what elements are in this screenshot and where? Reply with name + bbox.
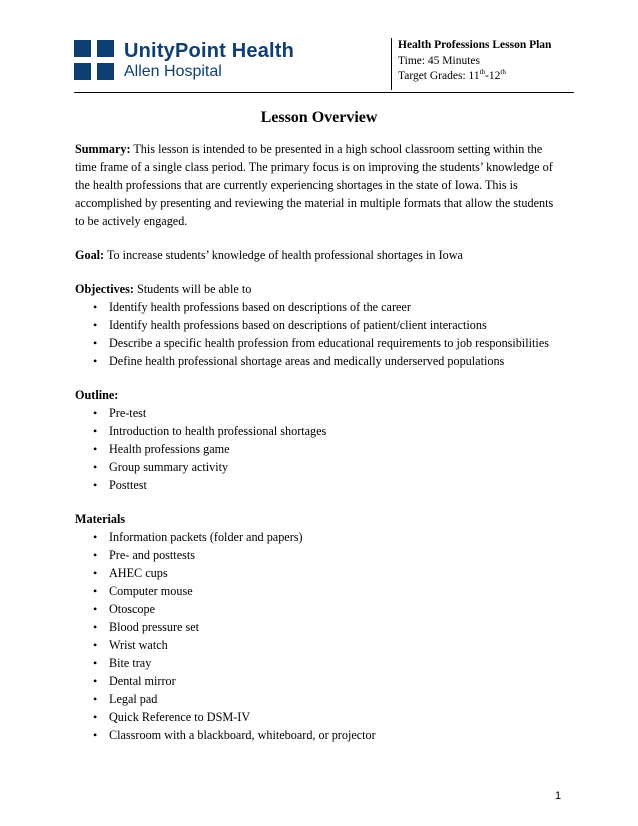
goal-label: Goal: [75, 248, 105, 262]
unitypoint-cross-icon [74, 40, 114, 80]
unitypoint-logo [74, 40, 314, 84]
list-item: • Bite tray [109, 654, 563, 672]
list-item: • Wrist watch [109, 636, 563, 654]
lesson-header [391, 38, 580, 90]
grades-mid: -12 [485, 70, 501, 82]
list-item: • Identify health professions based on descriptions of the career [109, 298, 563, 316]
header-time: Time: 45 Minutes [398, 54, 481, 67]
summary-text: This lesson is intended to be presented in a high school classroom setting within the time frame of a single class period. The primary focus is on improving the students’ knowledge of the health professions that are currently experiencing shortages in the state of Iowa. This is accomplished by presenting and reviewing the material in multiple formats that allow the students to be actively engaged. [75, 142, 554, 228]
grades-prefix: Target Grades: 11 [398, 70, 480, 82]
list-item: • Pre-test [109, 404, 563, 422]
list-item: • Define health professional shortage areas and medically underserved populations [109, 352, 563, 370]
list-item: • Dental mirror [109, 672, 563, 690]
outline-list [75, 404, 563, 494]
list-item: • Legal pad [109, 690, 563, 708]
list-item: • Posttest [109, 476, 563, 494]
materials-list [75, 528, 563, 744]
list-item: • Information packets (folder and papers) [109, 528, 563, 546]
objectives-label: Objectives: [75, 282, 134, 296]
list-item: • Quick Reference to DSM-IV [109, 708, 563, 726]
list-item: • Otoscope [109, 600, 563, 618]
page-title: Lesson Overview [260, 109, 378, 126]
list-item: • Introduction to health professional shortages [109, 422, 563, 440]
header-grades [398, 69, 580, 85]
logo-subname: Allen Hospital [124, 63, 222, 80]
list-item: • Health professions game [109, 440, 563, 458]
lesson-content [75, 108, 563, 744]
list-item: • Computer mouse [109, 582, 563, 600]
grades-sup-2: th [500, 68, 506, 77]
summary-label: Summary: [75, 142, 131, 156]
page-number: 1 [555, 790, 562, 802]
objectives-list [75, 298, 563, 370]
goal-text: To increase students’ knowledge of health professional shortages in Iowa [106, 248, 463, 262]
objectives-paragraph [75, 280, 563, 298]
outline-heading: Outline: [75, 388, 119, 402]
summary-paragraph [75, 140, 563, 230]
logo-name: UnityPoint Health [124, 40, 295, 62]
list-item: • Blood pressure set [109, 618, 563, 636]
list-item: • Identify health professions based on descriptions of patient/client interactions [109, 316, 563, 334]
list-item: • Describe a specific health profession from educational requirements to job responsibilities [109, 334, 563, 352]
header-title: Health Professions Lesson Plan [398, 39, 552, 51]
materials-heading: Materials [75, 512, 126, 526]
list-item: • Group summary activity [109, 458, 563, 476]
header-rule [74, 92, 574, 93]
objectives-intro: Students will be able to [136, 282, 252, 296]
list-item: • Classroom with a blackboard, whiteboard, or projector [109, 726, 563, 744]
goal-paragraph [75, 246, 563, 264]
list-item: • Pre- and posttests [109, 546, 563, 564]
list-item: • AHEC cups [109, 564, 563, 582]
grades-sup-1: th [479, 68, 486, 77]
